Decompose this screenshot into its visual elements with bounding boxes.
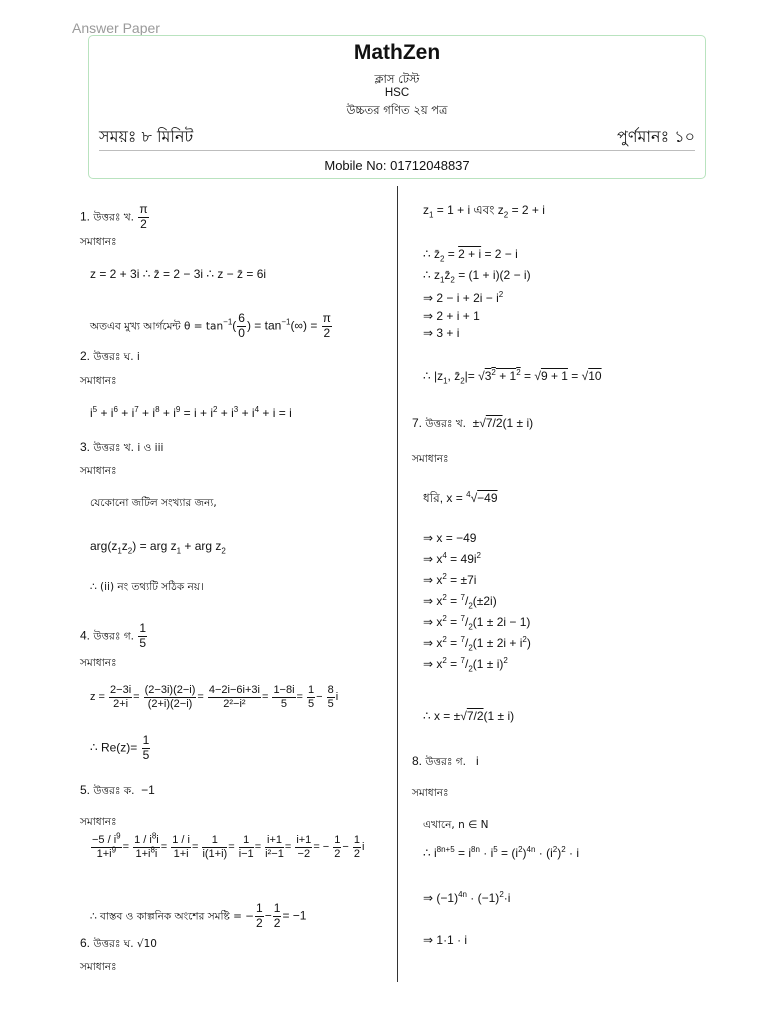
q4-expression: z = $\frac{2-3i}{2+i}$ = $\frac{(2-3i)(2-i)}{(2+i)(2-i)}$ = $\frac{4-2i-6i+3i}{\text{2²−i²}}$ = $\frac{1-8i}{5}$ = $\frac{1}{5}$ − $\frac{8}{5}$ i bbox=[90, 684, 339, 710]
q4-answer: 4. উত্তরঃ গ. $\frac{1}{5}$ bbox=[80, 621, 147, 650]
header-box bbox=[88, 35, 706, 179]
q7-final: ∴ x = ±√7/2(1 ± i) bbox=[423, 709, 515, 723]
q7-step: ⇒ $x^2 = ^7/_2(1 \pm 2i + i^2)$ bbox=[423, 635, 531, 653]
q2-answer: 2. উত্তরঃ ঘ. i bbox=[80, 349, 140, 363]
header-divider bbox=[99, 150, 695, 151]
column-divider bbox=[397, 186, 398, 982]
q8-line2: ∴ $i^{8n+5} = i^{8n} \cdot i^5 = (i^2)^{4n} \cdot (i^2)^2 \cdot i$ bbox=[423, 845, 579, 860]
q3-solution-label: সমাধানঃ bbox=[80, 465, 117, 477]
q6-line7: ∴ $|z_1$, $z̄_2|= √3^2 + 1^2 = √9 + 1 = √10$ bbox=[423, 368, 602, 386]
q4-solution-label: সমাধানঃ bbox=[80, 657, 117, 669]
q6-solution-label: সমাধানঃ bbox=[80, 961, 117, 973]
level-label: HSC bbox=[384, 87, 410, 99]
q3-line2: $arg(z_1z_2)$ = arg $z_1$ + arg $z_2$ bbox=[90, 539, 226, 556]
q6-line3: ∴ $z_1z̄_2 = (1 + i)(2 - i)$ bbox=[423, 268, 531, 285]
q8-solution-label: সমাধানঃ bbox=[412, 787, 449, 799]
q5-answer: 5. উত্তরঃ ক. −1 bbox=[80, 783, 155, 797]
q6-line2: ∴ $z̄_2 = 2 + i = 2 - i$ bbox=[423, 247, 518, 264]
full-marks-label: পুর্ণমানঃ ১০ bbox=[616, 127, 695, 146]
q5-solution-label: সমাধানঃ bbox=[80, 816, 117, 828]
subject-label: উচ্চতর গণিত ২য় পত্র bbox=[346, 103, 448, 117]
q4-real-part: ∴ Re(z)= $\frac{1}{5}$ bbox=[90, 733, 150, 762]
page-title: MathZen bbox=[353, 41, 441, 64]
q3-answer: 3. উত্তরঃ খ. i ও iii bbox=[80, 440, 164, 454]
q2-line1: $i^5 + i^6 + i^7 + i^8 + i^9 = i + i^2 + i^3 + i^4 + i = i$ bbox=[90, 405, 292, 420]
q1-line1: z = 2 + 3i ∴ z̄ = 2 − 3i ∴ z − z̄ = 6i bbox=[90, 267, 267, 281]
q5-final: ∴ বাস্তব ও কাল্পনিক অংশের সমষ্টি = − $\frac{1}{2}$ − $\frac{1}{2}$ = −1 bbox=[90, 901, 307, 930]
q7-answer: 7. উত্তরঃ খ. ±√7/2(1 ± i) bbox=[412, 416, 534, 430]
q7-step: ⇒ $x^2 = ^7/_2(\pm 2i)$ bbox=[423, 593, 497, 611]
q8-line4: ⇒ 1·1 · i bbox=[423, 933, 468, 947]
q8-line3: ⇒ $(-1)^{4n} \cdot (-1)^2\cdot i$ bbox=[423, 890, 511, 905]
q7-line1: ধরি, x = $^4$√−49 bbox=[423, 490, 498, 505]
q7-solution-label: সমাধানঃ bbox=[412, 453, 449, 465]
q7-step: ⇒ $x^2 = \pm 7i$ bbox=[423, 572, 477, 587]
q7-step: ⇒ $x^2 = ^7/_2(1 \pm i)^2$ bbox=[423, 656, 508, 674]
q8-line1: এখানে, n ∈ N bbox=[423, 819, 489, 831]
q1-solution-label: সমাধানঃ bbox=[80, 236, 117, 248]
mobile-number: Mobile No: 01712048837 bbox=[324, 158, 470, 173]
q8-answer: 8. উত্তরঃ গ. i bbox=[412, 754, 479, 768]
q6-line1: $z_1 = 1 + i$ এবং $z_2 = 2 + i$ bbox=[423, 203, 545, 220]
q6-line4: ⇒ $2 - i + 2i - i^2$ bbox=[423, 290, 504, 305]
q1-line2: অতএব মুখ্য আর্গমেন্ট $\theta = \tan^{-1}$( $\frac{6}{0}$ ) = $\tan^{-1}(\infty)$ = $\frac{\pi}{2}$ bbox=[90, 311, 331, 340]
q6-line5: ⇒ 2 + i + 1 bbox=[423, 309, 480, 323]
q1-answer: 1. উত্তরঃ খ. $\frac{\pi}{2}$ bbox=[80, 202, 148, 231]
time-label: সময়ঃ ৮ মিনিট bbox=[99, 127, 194, 146]
q7-step: ⇒ $x^2 = ^7/_2(1 \pm 2i - 1)$ bbox=[423, 614, 531, 632]
q6-line6: ⇒ 3 + i bbox=[423, 326, 460, 340]
q6-answer: 6. উত্তরঃ ঘ. √10 bbox=[80, 936, 157, 950]
q7-step: ⇒ x = −49 bbox=[423, 531, 477, 545]
q5-expression: $\frac{-5 / i^9}{1+i^9}$ = $\frac{1 / i^8i}{1+i^8i}$ = $\frac{1 / i}{1+i}$ = $\frac{1}{i(1+i)}$ = $\frac{1}{i-1}$ = $\frac{i+1}{\text{i²−1}}$ = $\frac{i+1}{-2}$ = − $\frac{1}{2}$ − $\frac{1}{2}$ i bbox=[92, 831, 365, 860]
q7-step: ⇒ $x^4 = 49i^2$ bbox=[423, 551, 481, 566]
q2-solution-label: সমাধানঃ bbox=[80, 375, 117, 387]
q3-line1: যেকোনো জটিল সংখ্যার জন্য, bbox=[90, 497, 217, 509]
class-test-label: ক্লাস টেস্ট bbox=[374, 72, 420, 86]
q3-line3: ∴ (ii) নং তথ্যটি সঠিক নয়। bbox=[90, 581, 204, 593]
watermark: Answer Paper bbox=[72, 20, 160, 36]
